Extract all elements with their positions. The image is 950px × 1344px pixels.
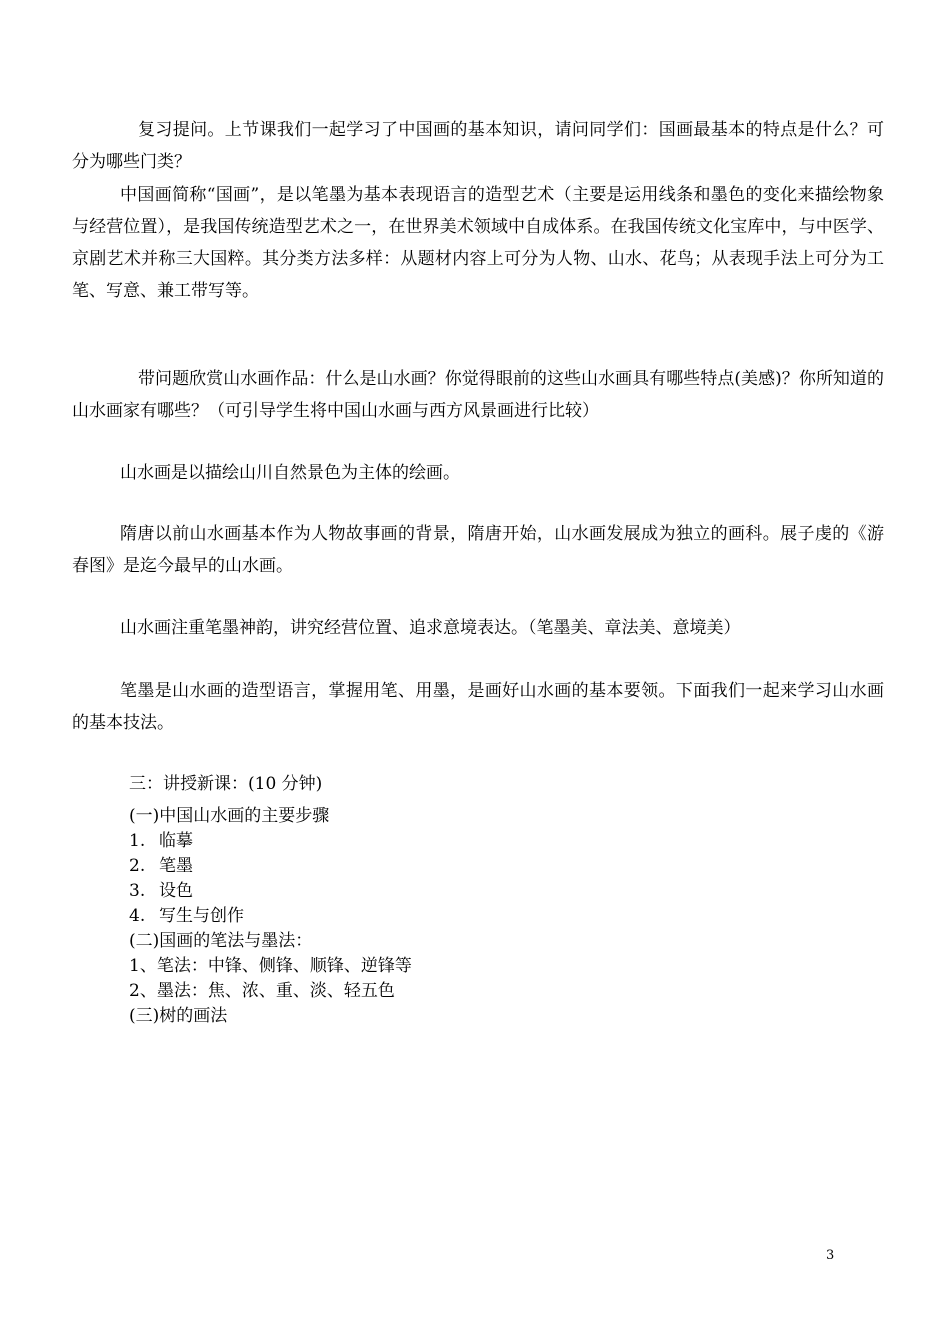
subsection-steps-title: (一)中国山水画的主要步骤	[129, 806, 330, 826]
landscape-definition-paragraph: 山水画是以描绘山川自然景色为主体的绘画。	[120, 463, 460, 483]
appreciation-question-paragraph: 带问题欣赏山水画作品：什么是山水画？你觉得眼前的这些山水画具有哪些特点(美感)？你所知道的山水画家有哪些？（可引导学生将中国山水画与西方风景画进行比较）	[72, 369, 884, 421]
subsection-technique-title: (二)国画的笔法与墨法：	[129, 931, 313, 951]
list-item: 3. 设色	[129, 881, 193, 901]
list-item: 2. 笔墨	[129, 856, 193, 876]
landscape-history-paragraph: 隋唐以前山水画基本作为人物故事画的背景，隋唐开始，山水画发展成为独立的画科。展子虔的《游春图》是迄今最早的山水画。	[72, 524, 884, 576]
section-heading: 三：讲授新课：(10 分钟)	[129, 774, 323, 794]
new-lesson-outline	[129, 772, 829, 1029]
brush-ink-paragraph: 笔墨是山水画的造型语言，掌握用笔、用墨，是画好山水画的基本要领。下面我们一起来学习山水画的基本技法。	[72, 681, 884, 733]
chinese-painting-definition-paragraph: 中国画简称“国画”，是以笔墨为基本表现语言的造型艺术（主要是运用线条和墨色的变化来描绘物象与经营位置），是我国传统造型艺术之一，在世界美术领域中自成体系。在我国传统文化宝库中，与中医学、京剧艺术并称三大国粹。其分类方法多样：从题材内容上可分为人物、山水、花鸟；从表现手法上可分为工笔、写意、兼工带写等。	[72, 185, 884, 301]
page-number: 3	[826, 1248, 835, 1263]
list-item: 4. 写生与创作	[129, 906, 244, 926]
list-item: 1. 临摹	[129, 831, 193, 851]
subsection-tree-title: (三)树的画法	[129, 1006, 228, 1026]
list-item: 2、墨法：焦、浓、重、淡、轻五色	[129, 981, 395, 1001]
landscape-features-paragraph: 山水画注重笔墨神韵，讲究经营位置、追求意境表达。（笔墨美、章法美、意境美）	[120, 618, 741, 638]
list-item: 1、笔法：中锋、侧锋、顺锋、逆锋等	[129, 956, 412, 976]
review-question-paragraph: 复习提问。上节课我们一起学习了中国画的基本知识，请问同学们：国画最基本的特点是什么？可分为哪些门类？	[72, 120, 884, 172]
